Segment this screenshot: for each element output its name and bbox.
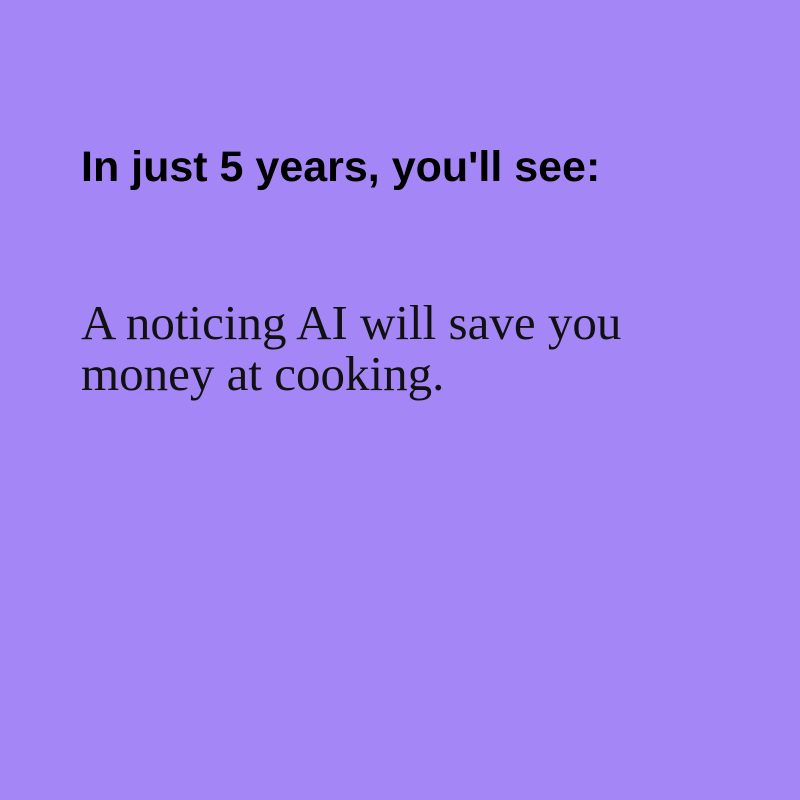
headline: In just 5 years, you'll see: bbox=[81, 143, 601, 191]
prediction-text: A noticing AI will save you money at cooking. bbox=[81, 295, 622, 401]
